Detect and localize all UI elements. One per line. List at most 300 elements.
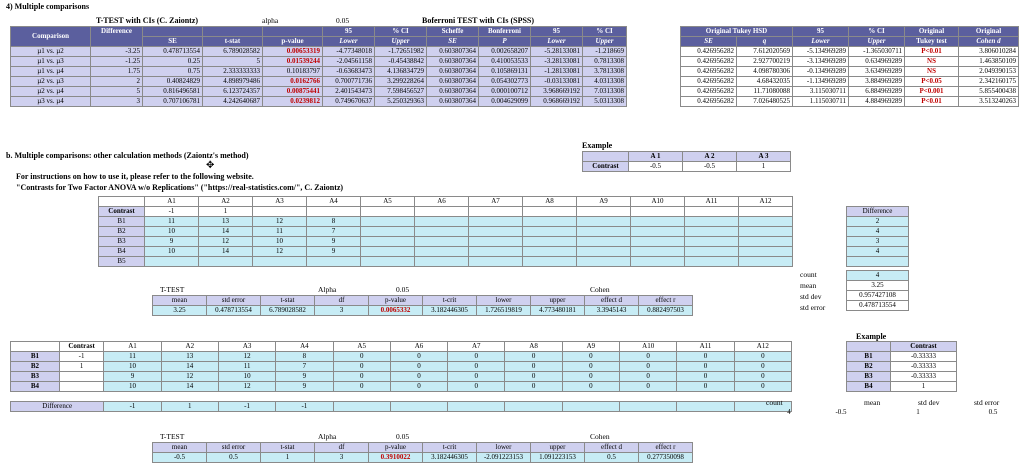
- grid2-cell[interactable]: 11: [218, 362, 275, 372]
- grid1-cell[interactable]: [415, 247, 469, 257]
- grid1-cell[interactable]: [739, 227, 793, 237]
- tukey-cell: -0.134969289: [793, 67, 849, 77]
- grid1-row: [99, 227, 793, 237]
- ttest1-value: 3.182446305: [423, 306, 477, 316]
- grid1-cell[interactable]: [469, 227, 523, 237]
- ttest1-value: 6.789028582: [261, 306, 315, 316]
- comparison-cell: -1.25: [91, 57, 143, 67]
- grid2-cell[interactable]: 0: [505, 362, 562, 372]
- input-grid-1: [98, 196, 793, 267]
- grid1-row: [99, 247, 793, 257]
- grid1-contrast-cell[interactable]: [631, 207, 685, 217]
- grid2-cell[interactable]: 0: [390, 362, 447, 372]
- tukey-cell: -5.134969289: [793, 47, 849, 57]
- ex-v2[interactable]: -0.5: [683, 162, 737, 172]
- grid1-cell[interactable]: [523, 237, 577, 247]
- grid2-cell[interactable]: 10: [104, 362, 161, 372]
- grid1-col-header: A10: [631, 197, 685, 207]
- grid1-cell[interactable]: [361, 237, 415, 247]
- count-label: count: [800, 270, 817, 279]
- instruction-line-2: "Contrasts for Two Factor ANOVA w/o Replications" ("https://real-statistics.com/", C. Zaiontz): [16, 183, 344, 192]
- tukey-hdr-upper: Upper: [849, 37, 905, 47]
- comparison-cell: µ1 vs. µ3: [11, 57, 91, 67]
- ex-v1[interactable]: -0.5: [629, 162, 683, 172]
- grid1-cell[interactable]: 11: [253, 227, 307, 237]
- comparison-cell: 2.401543473: [323, 87, 375, 97]
- grid2-cell[interactable]: 14: [161, 382, 218, 392]
- difference-header: Difference: [847, 207, 909, 217]
- comparison-cell: 6.123724357: [203, 87, 263, 97]
- grid2-cell[interactable]: 12: [218, 352, 275, 362]
- grid2-row: [11, 372, 792, 382]
- stderror-label: std error: [800, 303, 826, 312]
- grid1-cell[interactable]: [739, 257, 793, 267]
- grid1-cell[interactable]: 13: [199, 217, 253, 227]
- grid2-difference-cell: [505, 402, 562, 412]
- grid2-difference-cell: -1: [104, 402, 161, 412]
- tukey-cell: 0.634969289: [849, 57, 905, 67]
- tukey-cell: 1.115030711: [793, 97, 849, 107]
- grid1-cell[interactable]: 9: [307, 247, 361, 257]
- grid1-cell[interactable]: [523, 217, 577, 227]
- ttest2-value: 1: [261, 453, 315, 463]
- ttest1-alpha: Alpha: [318, 285, 337, 294]
- grid2-contrast-cell[interactable]: [59, 372, 104, 382]
- grid2-contrast-cell[interactable]: [59, 382, 104, 392]
- grid1-cell[interactable]: [685, 217, 739, 227]
- ttest2-value: 0.277350098: [639, 453, 693, 463]
- comparison-cell: µ2 vs. µ4: [11, 87, 91, 97]
- comparison-cell: µ2 vs. µ3: [11, 77, 91, 87]
- grid2-contrast-cell[interactable]: 1: [59, 362, 104, 372]
- comparison-cell: 0.603807364: [427, 97, 479, 107]
- comparison-cell: 0.700771736: [323, 77, 375, 87]
- grid1-cell[interactable]: [631, 227, 685, 237]
- grid2-difference-label: Difference: [11, 402, 104, 412]
- grid2-cell[interactable]: 0: [620, 352, 677, 362]
- hdr-p: P: [479, 37, 531, 47]
- comparison-cell: 5.0313308: [583, 97, 627, 107]
- grid1-cell[interactable]: [685, 227, 739, 237]
- ttest1-value: 0.882497503: [639, 306, 693, 316]
- spacer: [161, 392, 218, 402]
- stderror2-label: std error: [974, 398, 1000, 407]
- grid1-cell[interactable]: 12: [199, 237, 253, 247]
- instruction-line-1: For instructions on how to use it, please refer to the following website.: [16, 172, 254, 181]
- comparison-cell: 2: [91, 77, 143, 87]
- comparison-table: [10, 26, 627, 107]
- comparison-cell: 6.789028582: [203, 47, 263, 57]
- alpha-value: 0.05: [336, 16, 350, 25]
- stddev2-value: 1: [916, 408, 920, 416]
- grid2-cell[interactable]: 0: [505, 372, 562, 382]
- grid2-cell[interactable]: 0: [562, 382, 619, 392]
- comparison-cell: -0.03133081: [531, 77, 583, 87]
- grid1-cell[interactable]: [307, 257, 361, 267]
- comparison-cell: 0.01539244: [263, 57, 323, 67]
- grid2-cell[interactable]: 0: [505, 382, 562, 392]
- spacer: [11, 392, 60, 402]
- grid2-cell[interactable]: 0: [734, 362, 791, 372]
- grid1-contrast-cell[interactable]: [523, 207, 577, 217]
- section-4-title: 4) Multiple comparisons: [6, 2, 90, 11]
- comparison-cell: 0.0239812: [263, 97, 323, 107]
- grid2-cell[interactable]: 11: [104, 352, 161, 362]
- comparison-cell: 0.00653319: [263, 47, 323, 57]
- example2-row-label: B1: [847, 352, 891, 362]
- grid2-cell[interactable]: 0: [333, 352, 390, 362]
- tukey-row: [681, 57, 1019, 67]
- grid1-cell[interactable]: [523, 257, 577, 267]
- grid2-col-header: A12: [734, 342, 791, 352]
- grid2-cell[interactable]: 0: [448, 382, 505, 392]
- ttest2-value: 0.3910022: [369, 453, 423, 463]
- comparison-cell: 0.0162766: [263, 77, 323, 87]
- hdr-pvalue: p-value: [263, 37, 323, 47]
- tukey-cell: P<0.05: [905, 77, 959, 87]
- grid1-cell[interactable]: 14: [199, 227, 253, 237]
- count-value: 4: [847, 271, 909, 281]
- comparison-row: [11, 67, 627, 77]
- ex-a2: A 2: [683, 152, 737, 162]
- grid1-cell[interactable]: 8: [307, 217, 361, 227]
- example2-value[interactable]: -0.33333: [891, 362, 957, 372]
- ttest1-alpha-value: 0.05: [396, 285, 410, 294]
- example2-label: Example: [856, 332, 887, 341]
- grid2-cell[interactable]: 0: [390, 372, 447, 382]
- tukey-cell: 2.927700219: [737, 57, 793, 67]
- grid1-cell[interactable]: 14: [199, 247, 253, 257]
- mean2-value: -0.5: [835, 408, 847, 416]
- ttest1-header: effect d: [585, 296, 639, 306]
- grid2-cell[interactable]: 0: [562, 372, 619, 382]
- comparison-row: [11, 97, 627, 107]
- grid2-contrast-label: Contrast: [59, 342, 104, 352]
- grid1-cell[interactable]: 12: [253, 217, 307, 227]
- grid2-cell[interactable]: 10: [218, 372, 275, 382]
- ttest2-value: -2.091223153: [477, 453, 531, 463]
- tukey-row: [681, 77, 1019, 87]
- spacer: [276, 392, 333, 402]
- comparison-cell: 0.816496581: [143, 87, 203, 97]
- grid1-cell[interactable]: [739, 237, 793, 247]
- ttest2-header: std error: [207, 443, 261, 453]
- grid1-cell[interactable]: [361, 227, 415, 237]
- grid2-difference-cell: [390, 402, 447, 412]
- grid1-cell[interactable]: 10: [145, 227, 199, 237]
- grid2-cell[interactable]: 0: [734, 352, 791, 362]
- grid1-contrast-cell[interactable]: 1: [199, 207, 253, 217]
- ttest2-table: [152, 442, 693, 463]
- example2-value[interactable]: -0.33333: [891, 372, 957, 382]
- comparison-row: [11, 47, 627, 57]
- grid1-cell[interactable]: 11: [145, 217, 199, 227]
- grid1-cell[interactable]: [577, 217, 631, 227]
- ttest2-header: t-crit: [423, 443, 477, 453]
- count2-value: 4: [787, 408, 791, 416]
- grid1-cell[interactable]: [631, 237, 685, 247]
- grid2-difference-cell: 1: [161, 402, 218, 412]
- ttest1-cohen: Cohen: [590, 285, 610, 294]
- tukey-cell: 0.426956282: [681, 87, 737, 97]
- comparison-cell: 0.7813308: [583, 57, 627, 67]
- ttest2-header: mean: [153, 443, 207, 453]
- comparison-cell: 4.0313308: [583, 77, 627, 87]
- grid1-cell[interactable]: [415, 217, 469, 227]
- stats-values: [846, 270, 909, 311]
- grid2-cell[interactable]: 0: [390, 382, 447, 392]
- difference-column: [846, 206, 909, 267]
- comparison-cell: 0.25: [143, 57, 203, 67]
- grid1-contrast-cell[interactable]: [361, 207, 415, 217]
- tukey-cell: NS: [905, 57, 959, 67]
- grid1-col-header: A12: [739, 197, 793, 207]
- grid2-cell[interactable]: 0: [448, 372, 505, 382]
- grid1-cell[interactable]: [415, 227, 469, 237]
- grid1-col-header: A9: [577, 197, 631, 207]
- grid2-cell[interactable]: 0: [677, 352, 734, 362]
- ttest2-value: 0.5: [207, 453, 261, 463]
- grid2-row: [11, 362, 792, 372]
- example2-value[interactable]: -0.33333: [891, 352, 957, 362]
- grid2-cell[interactable]: 0: [562, 362, 619, 372]
- grid2-col-header: A9: [562, 342, 619, 352]
- grid1-col-header: A5: [361, 197, 415, 207]
- tukey-cell: 3.634969289: [849, 67, 905, 77]
- grid2-difference-cell: [448, 402, 505, 412]
- grid2-cell[interactable]: 8: [276, 352, 333, 362]
- grid2-col-header: A6: [390, 342, 447, 352]
- tukey-cell: -3.134969289: [793, 57, 849, 67]
- tukey-pci: % CI: [849, 27, 905, 37]
- grid2-cell[interactable]: 12: [161, 372, 218, 382]
- grid2-cell[interactable]: 0: [333, 382, 390, 392]
- grid2-cell[interactable]: 9: [276, 382, 333, 392]
- comparison-cell: -0.63683473: [323, 67, 375, 77]
- grid2-cell[interactable]: 12: [218, 382, 275, 392]
- grid1-col-header: A11: [685, 197, 739, 207]
- grid2-cell[interactable]: 0: [333, 372, 390, 382]
- grid1-cell[interactable]: [739, 247, 793, 257]
- tukey-row: [681, 97, 1019, 107]
- ttest1-header: p-value: [369, 296, 423, 306]
- grid2-row-label: B1: [11, 352, 60, 362]
- grid1-row: [99, 257, 793, 267]
- tukey-hdr-test: Tukey test: [905, 37, 959, 47]
- grid1-cell[interactable]: [469, 217, 523, 227]
- grid1-cell[interactable]: [145, 257, 199, 267]
- grid2-cell[interactable]: 0: [562, 352, 619, 362]
- comparison-cell: 3.7813308: [583, 67, 627, 77]
- stddev-value: 0.957427108: [847, 291, 909, 301]
- grid1-col-header: A8: [523, 197, 577, 207]
- grid2-col-header: A5: [333, 342, 390, 352]
- ttest2-header: t-stat: [261, 443, 315, 453]
- comparison-cell: 0.410053533: [479, 57, 531, 67]
- tukey-hdr-lower: Lower: [793, 37, 849, 47]
- grid1-cell[interactable]: [685, 257, 739, 267]
- grid2-cell[interactable]: 0: [677, 372, 734, 382]
- grid1-contrast-cell[interactable]: [469, 207, 523, 217]
- grid1-cell[interactable]: [469, 237, 523, 247]
- tukey-cell: 0.426956282: [681, 47, 737, 57]
- stats2-values: [764, 408, 1018, 417]
- grid2-row-label: B3: [11, 372, 60, 382]
- example2-row-label: B2: [847, 362, 891, 372]
- tukey-cell: 7.612020569: [737, 47, 793, 57]
- grid1-cell[interactable]: 9: [307, 237, 361, 247]
- ttest2-alpha: Alpha: [318, 432, 337, 441]
- grid2-contrast-cell[interactable]: -1: [59, 352, 104, 362]
- grid1-cell[interactable]: [523, 247, 577, 257]
- tukey-cell: 2.049390153: [959, 67, 1019, 77]
- comparison-cell: 0.478713554: [143, 47, 203, 57]
- comparison-cell: -3.25: [91, 47, 143, 57]
- comparison-cell: -2.04561158: [323, 57, 375, 67]
- ttest1-value: 3.25: [153, 306, 207, 316]
- grid1-cell[interactable]: [631, 247, 685, 257]
- spacer: [390, 392, 447, 402]
- grid1-col-header: A4: [307, 197, 361, 207]
- stddev-label: std dev: [800, 292, 822, 301]
- grid2-cell[interactable]: 0: [677, 362, 734, 372]
- grid2-cell[interactable]: 0: [448, 362, 505, 372]
- grid1-cell[interactable]: [361, 247, 415, 257]
- grid1-contrast-label: Contrast: [99, 207, 145, 217]
- grid1-contrast-cell[interactable]: [685, 207, 739, 217]
- grid2-difference-cell: [677, 402, 734, 412]
- grid2-cell[interactable]: 14: [161, 362, 218, 372]
- example2-value[interactable]: 1: [891, 382, 957, 392]
- grid1-cell[interactable]: 9: [145, 237, 199, 247]
- grid1-cell[interactable]: 10: [145, 247, 199, 257]
- grid1-cell[interactable]: [685, 247, 739, 257]
- grid2-cell[interactable]: 0: [677, 382, 734, 392]
- grid1-cell[interactable]: [631, 257, 685, 267]
- grid1-cell[interactable]: [631, 217, 685, 227]
- tukey-cell: 2.342160175: [959, 77, 1019, 87]
- grid2-cell[interactable]: 10: [104, 382, 161, 392]
- tukey-hdr-se: SE: [681, 37, 737, 47]
- stddev2-label: std dev: [918, 398, 940, 407]
- grid1-cell[interactable]: [361, 217, 415, 227]
- grid1-cell[interactable]: [253, 257, 307, 267]
- comparison-cell: -1.72651982: [375, 47, 427, 57]
- grid2-cell[interactable]: 0: [734, 382, 791, 392]
- grid1-contrast-cell[interactable]: [739, 207, 793, 217]
- grid1-contrast-cell[interactable]: -1: [145, 207, 199, 217]
- comparison-cell: -1.28133081: [531, 67, 583, 77]
- grid1-contrast-cell[interactable]: [415, 207, 469, 217]
- grid2-col-header: A3: [218, 342, 275, 352]
- example-label: Example: [582, 141, 613, 150]
- grid1-cell[interactable]: 12: [253, 247, 307, 257]
- grid1-cell[interactable]: [685, 237, 739, 247]
- grid1-contrast-cell[interactable]: [577, 207, 631, 217]
- hdr-95: 95: [323, 27, 375, 37]
- grid1-cell[interactable]: [577, 227, 631, 237]
- grid1-cell[interactable]: [361, 257, 415, 267]
- spacer: [677, 392, 734, 402]
- grid2-cell[interactable]: 0: [620, 372, 677, 382]
- ex-a1: A 1: [629, 152, 683, 162]
- grid1-cell[interactable]: [577, 247, 631, 257]
- comparison-cell: 4.136834729: [375, 67, 427, 77]
- grid1-cell[interactable]: [577, 237, 631, 247]
- grid2-cell[interactable]: 0: [505, 352, 562, 362]
- grid1-cell[interactable]: [523, 227, 577, 237]
- ttest1-value: 3.3945143: [585, 306, 639, 316]
- difference-cell: 3: [847, 237, 909, 247]
- grid1-cell[interactable]: [739, 217, 793, 227]
- grid1-contrast-cell[interactable]: [307, 207, 361, 217]
- ttest2-header: p-value: [369, 443, 423, 453]
- grid1-contrast-cell[interactable]: [253, 207, 307, 217]
- comparison-cell: 0.00875441: [263, 87, 323, 97]
- grid2-cell[interactable]: 0: [734, 372, 791, 382]
- grid1-cell[interactable]: [415, 257, 469, 267]
- grid2-cell[interactable]: 0: [448, 352, 505, 362]
- grid2-cell[interactable]: 9: [104, 372, 161, 382]
- grid1-cell[interactable]: [469, 247, 523, 257]
- hdr-pci: % CI: [375, 27, 427, 37]
- grid2-cell[interactable]: 0: [620, 382, 677, 392]
- grid2-cell[interactable]: 0: [620, 362, 677, 372]
- grid1-cell[interactable]: [577, 257, 631, 267]
- grid2-cell[interactable]: 7: [276, 362, 333, 372]
- example2-contrast-hdr: Contrast: [891, 342, 957, 352]
- grid2-cell[interactable]: 9: [276, 372, 333, 382]
- ttest2-value: -0.5: [153, 453, 207, 463]
- ttest1-title: T-TEST: [160, 285, 185, 294]
- comparison-cell: 0.603807364: [427, 47, 479, 57]
- tukey-cell: 0.426956282: [681, 57, 737, 67]
- ex-v3[interactable]: 1: [737, 162, 791, 172]
- grid2-cell[interactable]: 13: [161, 352, 218, 362]
- grid2-cell[interactable]: 0: [333, 362, 390, 372]
- grid2-corner: [11, 342, 60, 352]
- ttest1-header: lower: [477, 296, 531, 306]
- tukey-cell: 11.71080088: [737, 87, 793, 97]
- tukey-title: Original Tukey HSD: [681, 27, 793, 37]
- grid1-cell[interactable]: [469, 257, 523, 267]
- tukey-cell: 4.098780306: [737, 67, 793, 77]
- grid1-row: [99, 237, 793, 247]
- hdr-upper: Upper: [375, 37, 427, 47]
- hdr-95b: 95: [531, 27, 583, 37]
- ttest-title: T-TEST with CIs (C. Zaiontz): [96, 16, 199, 25]
- grid1-row-label: B4: [99, 247, 145, 257]
- grid1-cell[interactable]: [415, 237, 469, 247]
- tukey-row: [681, 47, 1019, 57]
- tukey-original: Original: [905, 27, 959, 37]
- tukey-cell: P<0.001: [905, 87, 959, 97]
- tukey-cell: 5.855400438: [959, 87, 1019, 97]
- grid2-cell[interactable]: 0: [390, 352, 447, 362]
- grid1-cell[interactable]: [199, 257, 253, 267]
- grid1-cell[interactable]: 7: [307, 227, 361, 237]
- ttest1-value: 0.0065332: [369, 306, 423, 316]
- grid2-col-header: A10: [620, 342, 677, 352]
- comparison-row: [11, 57, 627, 67]
- ttest2-header: lower: [477, 443, 531, 453]
- ttest1-header: t-stat: [261, 296, 315, 306]
- hdr-difference: Difference: [91, 27, 143, 47]
- ttest1-header: df: [315, 296, 369, 306]
- comparison-cell: 5: [203, 57, 263, 67]
- grid1-cell[interactable]: 10: [253, 237, 307, 247]
- comparison-cell: 0.968669192: [531, 97, 583, 107]
